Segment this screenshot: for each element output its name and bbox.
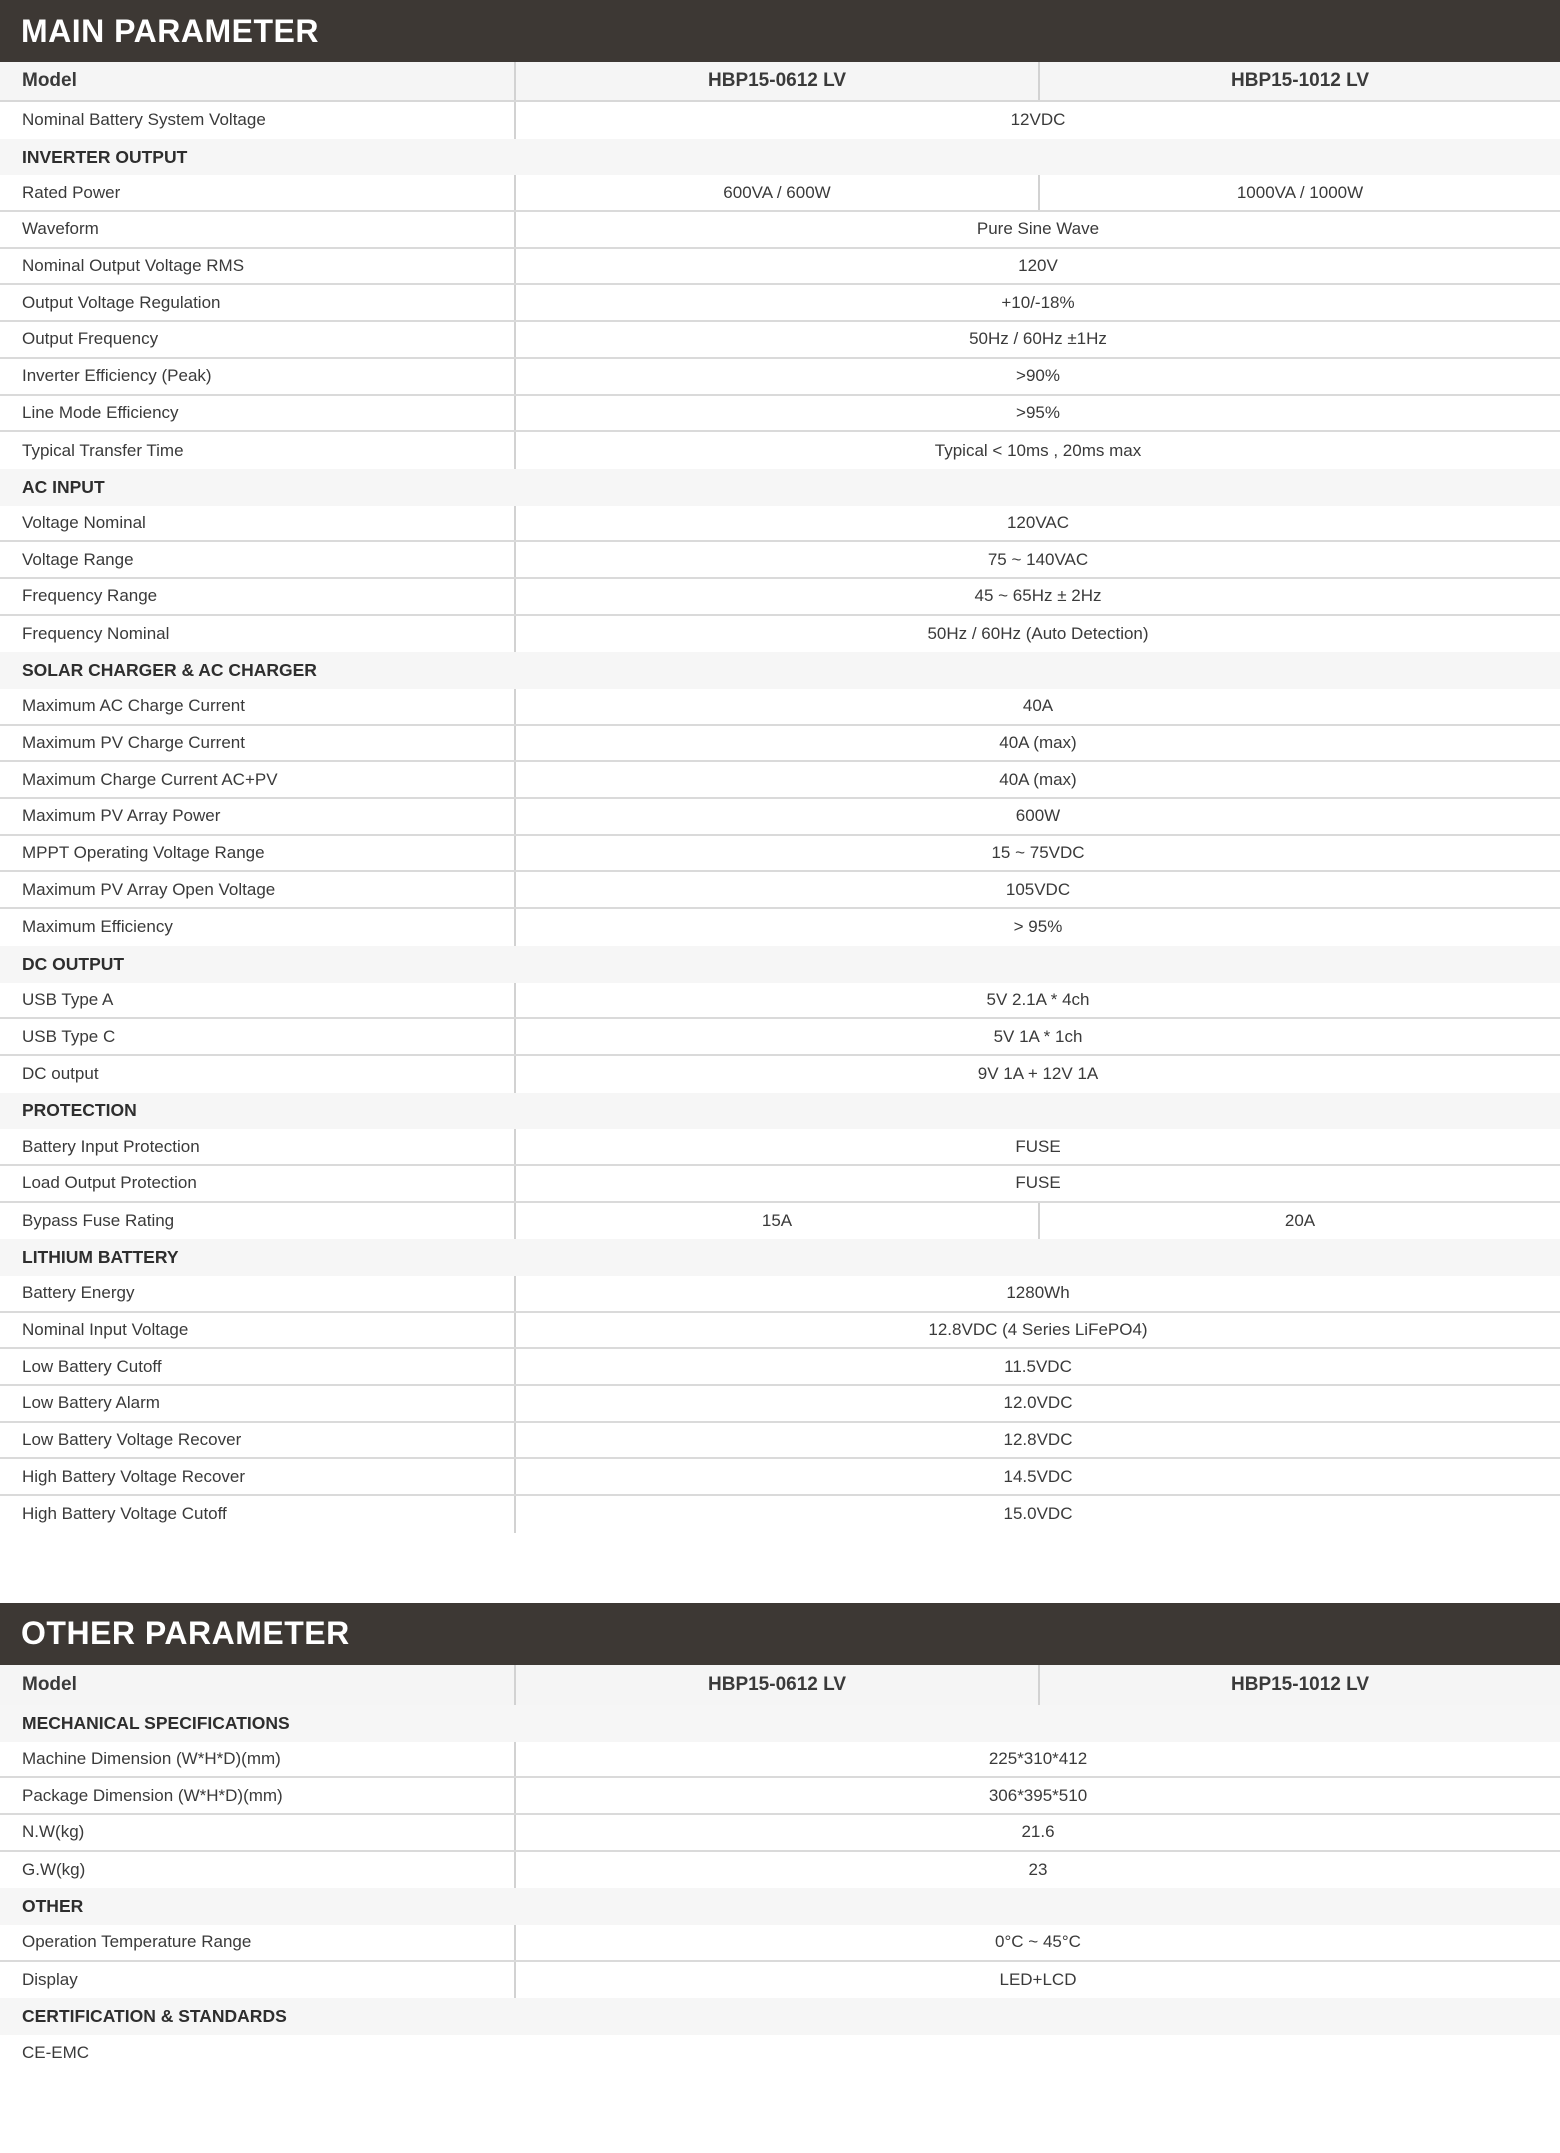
- spec-label: Maximum AC Charge Current: [0, 689, 516, 724]
- spec-label: High Battery Voltage Cutoff: [0, 1496, 516, 1533]
- spec-label: Load Output Protection: [0, 1166, 516, 1201]
- spec-value: 50Hz / 60Hz ±1Hz: [969, 329, 1107, 349]
- column-header-model-1: HBP15-0612 LV: [516, 1665, 1040, 1705]
- column-header-model-1: HBP15-0612 LV: [516, 62, 1040, 100]
- spec-row: [0, 212, 1560, 249]
- spec-label: Maximum PV Charge Current: [0, 726, 516, 761]
- spec-value: 12VDC: [1010, 110, 1066, 130]
- spec-label: Package Dimension (W*H*D)(mm): [0, 1778, 516, 1813]
- spec-row: [0, 836, 1560, 873]
- section-row: [0, 1998, 1560, 2035]
- spec-row: [0, 1925, 1560, 1962]
- spec-value: 12.8VDC (4 Series LiFePO4): [928, 1320, 1148, 1340]
- spec-label: Maximum PV Array Open Voltage: [0, 872, 516, 907]
- spec-row: [0, 432, 1560, 469]
- spec-label: Bypass Fuse Rating: [0, 1203, 516, 1240]
- spec-row: [0, 872, 1560, 909]
- spec-label: Operation Temperature Range: [0, 1925, 516, 1960]
- spec-label: Maximum PV Array Power: [0, 799, 516, 834]
- spec-value: 5V 1A * 1ch: [993, 1026, 1083, 1046]
- table-rows: [0, 1705, 1560, 2072]
- spec-label: Low Battery Voltage Recover: [0, 1423, 516, 1458]
- spec-value: 120VAC: [1006, 512, 1070, 532]
- section-row: [0, 946, 1560, 983]
- spec-label: Voltage Nominal: [0, 506, 516, 541]
- section-label: PROTECTION: [22, 1100, 137, 1121]
- spec-label: Display: [0, 1962, 516, 1999]
- section-row: [0, 1705, 1560, 1742]
- spec-value: 225*310*412: [988, 1748, 1088, 1768]
- spec-label: Rated Power: [0, 175, 516, 210]
- spec-row: [0, 102, 1560, 139]
- spec-row: [0, 799, 1560, 836]
- spec-value: 15.0VDC: [1003, 1504, 1073, 1524]
- section-label: LITHIUM BATTERY: [22, 1247, 179, 1268]
- spec-row: [0, 1459, 1560, 1496]
- spec-value: FUSE: [1015, 1136, 1061, 1156]
- other-parameter-table: [0, 1603, 1560, 2072]
- spec-row: [0, 616, 1560, 653]
- section-row: [0, 652, 1560, 689]
- column-header-model: Model: [0, 1665, 516, 1705]
- section-row: [0, 1239, 1560, 1276]
- spec-row: [0, 1129, 1560, 1166]
- spec-row: [0, 1019, 1560, 1056]
- section-label: CERTIFICATION & STANDARDS: [22, 2006, 287, 2027]
- spec-value: FUSE: [1015, 1173, 1061, 1193]
- spec-row: [0, 506, 1560, 543]
- spec-label: Battery Energy: [0, 1276, 516, 1311]
- spec-row: [0, 1313, 1560, 1350]
- spec-label: DC output: [0, 1056, 516, 1093]
- spec-label: G.W(kg): [0, 1852, 516, 1889]
- spec-row: [0, 1742, 1560, 1779]
- spec-value: 0°C ~ 45°C: [995, 1932, 1081, 1952]
- spec-row: [0, 396, 1560, 433]
- spec-value: 12.8VDC: [1003, 1430, 1073, 1450]
- spec-value: 1280Wh: [1006, 1283, 1070, 1303]
- spec-row: [0, 689, 1560, 726]
- spec-label: Machine Dimension (W*H*D)(mm): [0, 1742, 516, 1777]
- spec-value: +10/-18%: [1001, 292, 1075, 312]
- spec-row: [0, 579, 1560, 616]
- section-row: [0, 469, 1560, 506]
- spec-label: Typical Transfer Time: [0, 432, 516, 469]
- spec-value: 11.5VDC: [1004, 1356, 1072, 1376]
- spec-label: Voltage Range: [0, 542, 516, 577]
- spec-row: [0, 322, 1560, 359]
- spec-row: [0, 1962, 1560, 1999]
- spec-label: Inverter Efficiency (Peak): [0, 359, 516, 394]
- spec-label: Maximum Efficiency: [0, 909, 516, 946]
- section-label: MECHANICAL SPECIFICATIONS: [22, 1712, 290, 1733]
- column-header-row: [0, 1665, 1560, 1705]
- spec-value: 14.5VDC: [1003, 1466, 1073, 1486]
- spec-row: [0, 726, 1560, 763]
- column-header-model-2: HBP15-1012 LV: [1231, 1673, 1369, 1695]
- spec-row: [0, 1349, 1560, 1386]
- spec-row: [0, 1815, 1560, 1852]
- spec-row: [0, 1166, 1560, 1203]
- spec-row: [0, 983, 1560, 1020]
- certification-label: CE-EMC: [22, 2043, 90, 2063]
- spec-row: [0, 909, 1560, 946]
- spec-value: 21.6: [1021, 1822, 1055, 1842]
- spec-row: [0, 762, 1560, 799]
- spec-label: Output Voltage Regulation: [0, 285, 516, 320]
- spec-value-col2: 1000VA / 1000W: [1236, 182, 1364, 202]
- spec-row: [0, 285, 1560, 322]
- spec-label: Nominal Battery System Voltage: [0, 102, 516, 139]
- spec-label: High Battery Voltage Recover: [0, 1459, 516, 1494]
- spec-label: N.W(kg): [0, 1815, 516, 1850]
- spec-value: Pure Sine Wave: [976, 219, 1100, 239]
- section-label: AC INPUT: [22, 476, 105, 497]
- spec-value-col1: 600VA / 600W: [516, 175, 1040, 210]
- spec-label: Output Frequency: [0, 322, 516, 357]
- section-row: [0, 139, 1560, 176]
- table-title: OTHER PARAMETER: [21, 1615, 350, 1652]
- spec-value: 600W: [1015, 806, 1061, 826]
- spec-row: [0, 1056, 1560, 1093]
- spec-label: Low Battery Cutoff: [0, 1349, 516, 1384]
- spec-value: 75 ~ 140VAC: [987, 549, 1089, 569]
- spec-value: 40A: [1022, 696, 1054, 716]
- column-header-row: [0, 62, 1560, 102]
- spec-value: 12.0VDC: [1003, 1393, 1073, 1413]
- column-header-model: Model: [0, 62, 516, 100]
- section-label: DC OUTPUT: [22, 953, 125, 974]
- spec-value: >95%: [1016, 402, 1060, 422]
- spec-row: [0, 1852, 1560, 1889]
- spec-label: Line Mode Efficiency: [0, 396, 516, 431]
- spec-value: 40A (max): [999, 769, 1077, 789]
- spec-row: [0, 1423, 1560, 1460]
- spec-label: Nominal Input Voltage: [0, 1313, 516, 1348]
- spec-row: [0, 1203, 1560, 1240]
- spec-row: [0, 359, 1560, 396]
- spec-value: 9V 1A + 12V 1A: [977, 1064, 1099, 1084]
- spec-value: 15 ~ 75VDC: [991, 843, 1085, 863]
- column-header-model-2: HBP15-1012 LV: [1231, 70, 1369, 91]
- spec-row: [0, 1276, 1560, 1313]
- section-row: [0, 1888, 1560, 1925]
- spec-value: 50Hz / 60Hz (Auto Detection): [927, 623, 1149, 643]
- section-label: INVERTER OUTPUT: [22, 146, 188, 167]
- spec-label: Battery Input Protection: [0, 1129, 516, 1164]
- spec-value: > 95%: [1013, 917, 1063, 937]
- spec-label: Nominal Output Voltage RMS: [0, 249, 516, 284]
- spec-label: MPPT Operating Voltage Range: [0, 836, 516, 871]
- spec-value-col1: 15A: [516, 1203, 1040, 1240]
- table-rows: [0, 102, 1560, 1533]
- spec-value: Typical < 10ms , 20ms max: [934, 440, 1142, 460]
- spec-row: [0, 1496, 1560, 1533]
- spec-row: [0, 249, 1560, 286]
- spec-label: Frequency Nominal: [0, 616, 516, 653]
- spec-value: 40A (max): [999, 733, 1077, 753]
- spec-value: 120V: [1018, 256, 1058, 276]
- section-row: [0, 1093, 1560, 1130]
- spec-value-col2: 20A: [1284, 1210, 1316, 1230]
- spec-value: LED+LCD: [999, 1969, 1077, 1989]
- spec-row: [0, 1778, 1560, 1815]
- spec-value: >90%: [1016, 366, 1060, 386]
- other-parameter-title-bar: [0, 1603, 1560, 1665]
- spec-row: [0, 175, 1560, 212]
- spec-label: Waveform: [0, 212, 516, 247]
- spec-label: USB Type A: [0, 983, 516, 1018]
- spec-value: 45 ~ 65Hz ± 2Hz: [974, 586, 1102, 606]
- section-label: SOLAR CHARGER & AC CHARGER: [22, 660, 317, 681]
- spec-label: USB Type C: [0, 1019, 516, 1054]
- spec-label: Low Battery Alarm: [0, 1386, 516, 1421]
- table-title: MAIN PARAMETER: [21, 12, 319, 49]
- section-label: OTHER: [22, 1896, 84, 1917]
- spec-value: 5V 2.1A * 4ch: [986, 989, 1090, 1009]
- spec-label: Frequency Range: [0, 579, 516, 614]
- main-parameter-title-bar: [0, 0, 1560, 62]
- spec-row: [0, 1386, 1560, 1423]
- spec-value: 105VDC: [1005, 879, 1071, 899]
- spec-value: 23: [1028, 1859, 1048, 1879]
- spec-label: Maximum Charge Current AC+PV: [0, 762, 516, 797]
- certification-row: [0, 2035, 1560, 2072]
- spec-value: 306*395*510: [988, 1785, 1088, 1805]
- spec-row: [0, 542, 1560, 579]
